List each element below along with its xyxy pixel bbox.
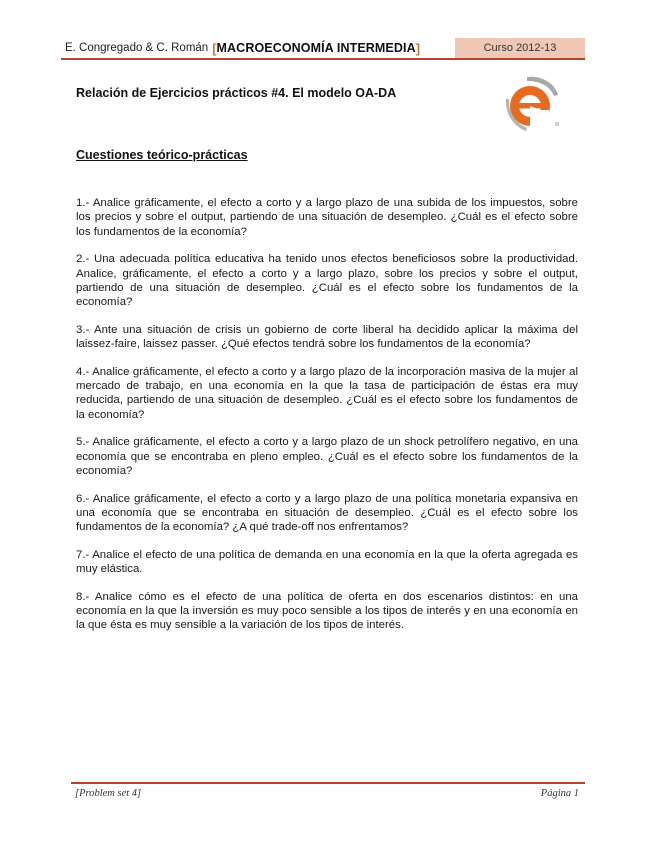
header-bracket-close: ] bbox=[415, 40, 421, 56]
question-item: 2.- Una adecuada política educativa ha tenido unos efectos beneficiosos sobre la productividad. Analice, gráficamente, el efecto a corto y a largo plazo, sobre los precios y sobre el output, partiendo de una situación de desempleo. ¿Cuál es el efecto sobre los fundamentos de la economía? bbox=[76, 253, 578, 309]
header-authors: E. Congregado & C. Román bbox=[65, 42, 209, 54]
header-bracket-open: [ bbox=[212, 40, 217, 56]
header-course: MACROECONOMÍA INTERMEDIA bbox=[216, 41, 416, 55]
footer-page-number: Página 1 bbox=[540, 788, 579, 799]
page-header bbox=[61, 38, 585, 60]
question-item: 1.- Analice gráficamente, el efecto a corto y a largo plazo de una subida de los impuestos, sobre los precios y sobre el output, partiendo de una situación de desempleo. ¿Cuál es el efecto sobre los fundamentos de la economía? bbox=[76, 197, 578, 238]
question-item: 5.- Analice gráficamente, el efecto a corto y a largo plazo de un shock petrolífero negativo, en una economía que se encontraba en pleno empleo. ¿Cuál es el efecto sobre los fundamentos de la economía? bbox=[76, 436, 578, 478]
footer-problem-set: [Problem set 4] bbox=[75, 788, 142, 799]
section-title: Cuestiones teórico-prácticas bbox=[76, 148, 248, 162]
question-item: 3.- Ante una situación de crisis un gobierno de corte liberal ha decidido aplicar la máxima del laissez-faire, laissez passer. ¿Qué efectos tendrá sobre los fundamentos de la economía? bbox=[76, 323, 578, 351]
header-left bbox=[61, 38, 455, 58]
header-term: Curso 2012-13 bbox=[455, 38, 585, 58]
document-title: Relación de Ejercicios prácticos #4. El modelo OA-DA bbox=[76, 86, 397, 100]
question-item: 6.- Analice gráficamente, el efecto a corto y a largo plazo de una política monetaria expansiva en una economía que se encontraba en situación de desempleo. ¿Cuál es el efecto sobre los fundamentos de la economía? ¿A qué trade-off nos enfrentamos? bbox=[76, 492, 578, 534]
e-logo-icon bbox=[503, 75, 563, 135]
question-item: 4.- Analice gráficamente, el efecto a corto y a largo plazo de la incorporación masiva de la mujer al mercado de trabajo, en una economía en la que la tasa de participación de éstas era muy reducida, partiendo de una situación de desempleo. ¿Cuál es el efecto sobre los fundamentos de la economía? bbox=[76, 365, 578, 421]
page-footer bbox=[71, 782, 585, 799]
questions-list bbox=[76, 196, 578, 646]
question-item: 7.- Analice el efecto de una política de demanda en una economía en la que la oferta agregada es muy elástica. bbox=[76, 548, 578, 576]
question-item: 8.- Analice cómo es el efecto de una política de oferta en dos escenarios distintos: en una economía en la que la inversión es muy poco sensible a los tipos de interés y en una economía en la que ésta es muy sensible a la variación de los tipos de interés. bbox=[76, 590, 578, 632]
